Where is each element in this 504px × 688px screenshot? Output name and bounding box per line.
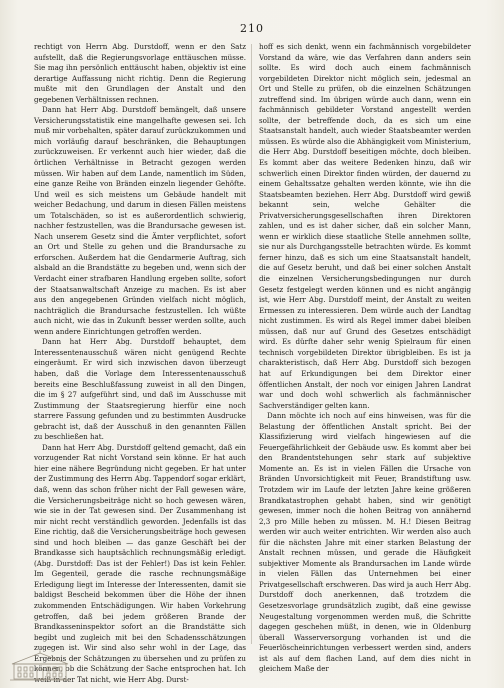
- paragraph: Dann hat Herr Abg. Durstdoff behauptet, dem Interessentenausschuß wären nicht genügend Rechte eingeräumt. Er wird sich inzwischen davon überzeugt haben, daß die Vorlage dem Interessentenausschuß bereits eine Beschlußfassung zuweist in all den Dingen, die im § 27 aufgeführt sind, und daß im Ausschusse mit Zustimmung der Staatsregierung hierfür eine noch starrere Fassung gefunden und zu bestimmten Ausdrucke gebracht ist, daß der Ausschuß in den genannten Fällen zu beschließen hat.: [34, 337, 246, 442]
- building-drawing: [8, 650, 72, 682]
- library-building-stamp-icon: [8, 650, 72, 682]
- paragraph: rechtigt von Herrn Abg. Durstdoff, wenn er den Satz aufstellt, daß die Regierungsvorlage enttäuschen müsse. Sie mag ihn persönlich enttäuscht haben, objektiv ist eine derartige Auffassung nicht richtig. Denn die Regierung mußte mit den Grundlagen der Anstalt und den gegebenen Verhältnissen rechnen.: [34, 42, 246, 104]
- paragraph: hoff es sich denkt, wenn ein fachmännisch vorgebildeter Vorstand da wäre, wie das Verfahren dann anders sein sollte. Es wird doch auch einem fachmännisch vorgebildeten Direktor nicht möglich sein, jedesmal an Ort und Stelle zu prüfen, ob die einzelnen Schätzungen zutreffend sind. Im übrigen würde auch dann, wenn ein fachmännisch gebildeter Vorstand angestellt werden sollte, der betreffende doch, da es sich um eine Staatsanstalt handelt, auch wieder Staatsbeamter werden müssen. Es würde also die Abhängigkeit vom Ministerium, die Herr Abg. Durstdoff beseitigen möchte, doch bleiben. Es kommt aber das weitere Bedenken hinzu, daß wir schwerlich einen Direktor finden würden, der dauernd zu einem Gehaltssatze gehalten werden könnte, wie ihn die Staatsbeamten beziehen. Herr Abg. Durstdoff wird gewiß bekannt sein, welche Gehälter die Privatversicherungsgesellschaften ihren Direktoren zahlen, und es ist daher sicher, daß ein solcher Mann, wenn er wirklich diese staatliche Stelle annehmen sollte, sie nur als Durchgangsstelle betrachten würde. Es kommt ferner hinzu, daß es sich um eine Staatsanstalt handelt, die auf Gesetz beruht, und daß bei einer solchen Anstalt die einzelnen Versicherungsbedingungen nur durch Gesetz festgelegt werden können und es nicht angängig ist, wie Herr Abg. Durstdoff meint, der Anstalt zu weiten Ermessen zu interessieren. Dem würde auch der Landtag nicht zustimmen. Es wird als Regel immer dabei bleiben müssen, daß nur auf Grund des Gesetzes entschädigt wird. Es dürfte daher sehr wenig Spielraum für einen technisch vorgebildeten Direktor übrigbleiben. Es ist ja charakteristisch, daß Herr Abg. Durstdoff sich bezogen hat auf Erkundigungen bei dem Direktor einer öffentlichen Anstalt, der noch vor einigen Jahren Landrat war und doch wohl schwerlich als fachmännischer Sachverständiger gelten kann.: [259, 42, 471, 410]
- column-divider: [251, 44, 252, 644]
- paragraph: Dann hat Herr Abg. Durstdoff bemängelt, daß unsere Versicherungsstatistik eine mangelhafte gewesen sei. Ich muß mir vorbehalten, später darauf zurückzukommen und mich vorläufig darauf beschränken, die Behauptungen zurückzuweisen. Er verkennt auch hier wieder, daß die örtlichen Verhältnisse in Betracht gezogen werden müssen. Wir haben auf dem Lande, namentlich im Süden, eine ganze Reihe von Bränden einzeln liegender Gehöfte. Und weil es sich meistens um Gebäude handelt mit weicher Bedachung, und darum in diesen Fällen meistens um Totalschäden, so ist es außerordentlich schwierig, nachher festzustellen, was die Brandursache gewesen ist. Nach unserem Gesetz sind die Ämter verpflichtet, sofort an Ort und Stelle zu gehen und die Brandursache zu erforschen. Außerdem hat die Gendarmerie Auftrag, sich alsbald an die Brandstätte zu begeben und, wenn sich der Verdacht einer strafbaren Handlung ergeben sollte, sofort der Staatsanwaltschaft Anzeige zu machen. Es ist aber aus den angegebenen Gründen vielfach nicht möglich, nachträglich die Brandursache festzustellen. Ich wüßte auch nicht, wie das in Zukunft besser werden sollte, auch wenn andere Einrichtungen getroffen werden.: [34, 105, 246, 336]
- page-number: 210: [240, 22, 264, 35]
- left-text-column: [34, 42, 246, 684]
- paragraph: Dann möchte ich noch auf eins hinweisen, was für die Belastung der öffentlichen Anstalt spricht. Bei der Klassifizierung wird vielfach hingewiesen auf die Feuergefährlichkeit der Gebäude usw. Es kommt aber bei den Brandentstehungen sehr stark auf subjektive Momente an. Es ist in vielen Fällen die Ursache von Bränden Unvorsichtigkeit mit Feuer, Brandstiftung usw. Trotzdem wir im Laufe der letzten Jahre keine größeren Brandkatastrophen gehabt haben, sind wir genötigt gewesen, immer noch die hohen Beitrag von annähernd 2,3 pro Mille heben zu müssen. M. H.! Diesen Beitrag werden wir auch weiter entrichten. Wir werden also auch für die nächsten Jahre mit einer starken Belastung der Anstalt rechnen müssen, und gerade die Häufigkeit subjektiver Momente als Brandursachen im Lande würde in vielen Fällen das Unternehmen bei einer Privatgesellschaft erschweren. Das wird ja auch Herr Abg. Durstdoff doch anerkennen, daß trotzdem die Gesetzesvorlage grundsätzlich zugibt, daß eine gewisse Neugestaltung vorgenommen werden muß, die Schritte dagegen geschehen müßt, in denen, wie in Oldenburg überall Wasserversorgung vorhanden ist und die Feuerlöscheinrichtungen verbessert werden sind, anders ist als auf dem flachen Land, auf dem dies nicht in gleichem Maße der: [259, 411, 471, 674]
- paragraph: Dann hat Herr Abg. Durstdoff geltend gemacht, daß ein vorzugender Rat nicht Vorstand sein könne. Er hat auch hier eine nähere Begründung nicht gegeben. Er hat unter der Zustimmung des Herrn Abg. Tappendorf sogar erklärt, daß, wenn das schon früher nicht der Fall gewesen wäre, die Versicherungsbeiträge nicht so hoch gewesen wären, wie sie in der Tat gewesen sind. Der Zusammenhang ist mir nicht recht verständlich geworden. Jedenfalls ist das Eine richtig, daß die Versicherungsbeiträge hoch gewesen sind und hoch bleiben — das ganze Geschäft bei der Brandkasse sich hauptsächlich rechnungsmäßig erledigt. (Abg. Durstdoff: Das ist der Fehler!) Das ist kein Fehler. Im Gegenteil, gerade die rasche rechnungsmäßige Erledigung liegt im Interesse der Interessenten, damit sie baldigst Bescheid bekommen über die Höhe der ihnen zukommenden Entschädigungen. Wir haben Vorkehrung getroffen, daß bei jedem größeren Brande der Brandkasseninspektor sofort an die Brandstätte sich begibt und zugleich mit bei den Schadensschätzungen zugegen ist. Wir sind also sehr wohl in der Lage, das Ergebnis der Schätzungen zu übersehen und zu prüfen zu können, ob die Schätzung der Sache entsprochen hat. Ich weiß in der Tat nicht, wie Herr Abg. Durst-: [34, 442, 246, 684]
- right-text-column: [259, 42, 471, 674]
